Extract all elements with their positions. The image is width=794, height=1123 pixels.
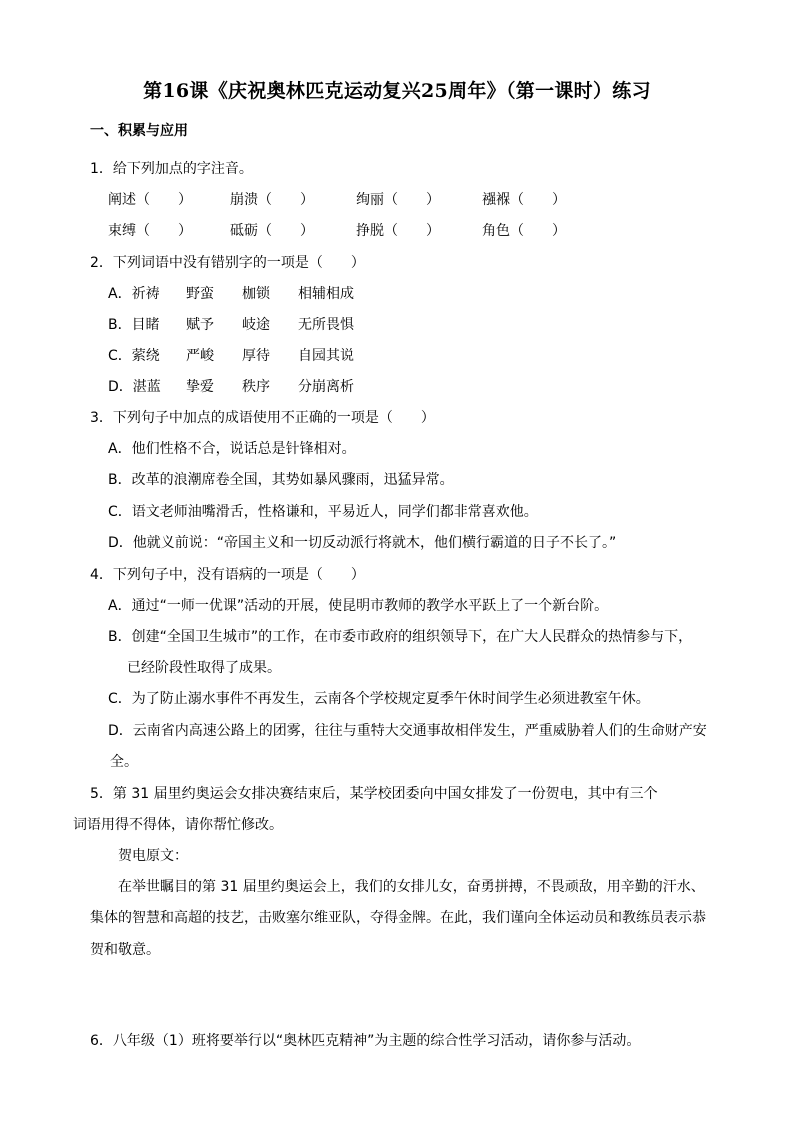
question-3-stem: 3．下列句子中加点的成语使用不正确的一项是（ ） [90, 410, 435, 426]
option-d: D．他就义前说：“帝国主义和一切反动派行将就木，他们横行霸道的日子不长了。” [108, 535, 617, 551]
pinyin-item: 角色（ ） [482, 223, 566, 239]
option-b-word: 岐途 [242, 317, 270, 333]
option-a: A．他们性格不合，说话总是针锋相对。 [108, 441, 356, 457]
option-b: B．创建“全国卫生城市”的工作，在市委市政府的组织领导下，在广大人民群众的热情参与下， [108, 629, 693, 645]
option-c-word: 厚待 [242, 348, 270, 364]
option-b: B．改革的浪潮席卷全国，其势如暴风骤雨，迅猛异常。 [108, 472, 454, 488]
pinyin-item: 崩溃（ ） [230, 192, 314, 208]
option-d-word: 挚爱 [186, 379, 214, 395]
question-5-stem-continued: 词语用得不得体，请你帮忙修改。 [73, 817, 283, 833]
option-d-word: D．湛蓝 [108, 379, 161, 395]
question-4-stem: 4．下列句子中，没有语病的一项是（ ） [90, 567, 365, 583]
pinyin-item: 阐述（ ） [108, 192, 192, 208]
pinyin-item: 砥砺（ ） [230, 223, 314, 239]
option-d: D．云南省内高速公路上的团雾，往往与重特大交通事故相伴发生，严重威胁着人们的生命财产安 [108, 723, 707, 739]
option-d-word: 分崩离析 [298, 379, 354, 395]
telegram-text: 在举世瞩目的第 31 届里约奥运会上，我们的女排儿女，奋勇拼搏，不畏顽敌，用辛勤的汗水、 [118, 879, 705, 895]
telegram-text: 集体的智慧和高超的技艺，击败塞尔维亚队，夺得金牌。在此，我们谨向全体运动员和教练员表示恭 [90, 910, 706, 926]
option-a-word: 枷锁 [242, 286, 270, 302]
option-b-word: 无所畏惧 [298, 317, 354, 333]
option-b-word: B．目睹 [108, 317, 160, 333]
pinyin-item: 挣脱（ ） [356, 223, 440, 239]
telegram-text: 贺和敬意。 [90, 942, 160, 958]
option-d-continued: 全。 [110, 754, 138, 770]
option-c: C．语文老师油嘴滑舌，性格谦和，平易近人，同学们都非常喜欢他。 [108, 504, 538, 520]
question-6-stem: 6．八年级（1）班将要举行以“奥林匹克精神”为主题的综合性学习活动，请你参与活动。 [90, 1033, 641, 1049]
option-c: C．为了防止溺水事件不再发生，云南各个学校规定夏季午休时间学生必须进教室午休。 [108, 691, 650, 707]
option-c-word: 严峻 [186, 348, 214, 364]
telegram-label: 贺电原文： [118, 848, 188, 864]
option-a-word: A．祈祷 [108, 286, 160, 302]
option-d-word: 秩序 [242, 379, 270, 395]
option-a-word: 野蛮 [186, 286, 214, 302]
option-a: A．通过“一师一优课”活动的开展，使昆明市教师的教学水平跃上了一个新台阶。 [108, 598, 609, 614]
option-b-word: 赋予 [186, 317, 214, 333]
pinyin-item: 绚丽（ ） [356, 192, 440, 208]
option-c-word: C．萦绕 [108, 348, 160, 364]
option-a-word: 相辅相成 [298, 286, 354, 302]
question-2-stem: 2．下列词语中没有错别字的一项是（ ） [90, 255, 365, 271]
pinyin-item: 襁褓（ ） [482, 192, 566, 208]
question-1-stem: 1．给下列加点的字注音。 [90, 161, 253, 177]
section-heading: 一、积累与应用 [90, 123, 188, 139]
question-5-stem: 5．第 31 届里约奥运会女排决赛结束后，某学校团委向中国女排发了一份贺电，其中有三个 [90, 786, 658, 802]
pinyin-item: 束缚（ ） [108, 223, 192, 239]
option-c-word: 自园其说 [298, 348, 354, 364]
page-title: 第16课《庆祝奥林匹克运动复兴25周年》（第一课时）练习 [143, 80, 651, 102]
option-b-continued: 已经阶段性取得了成果。 [127, 660, 281, 676]
